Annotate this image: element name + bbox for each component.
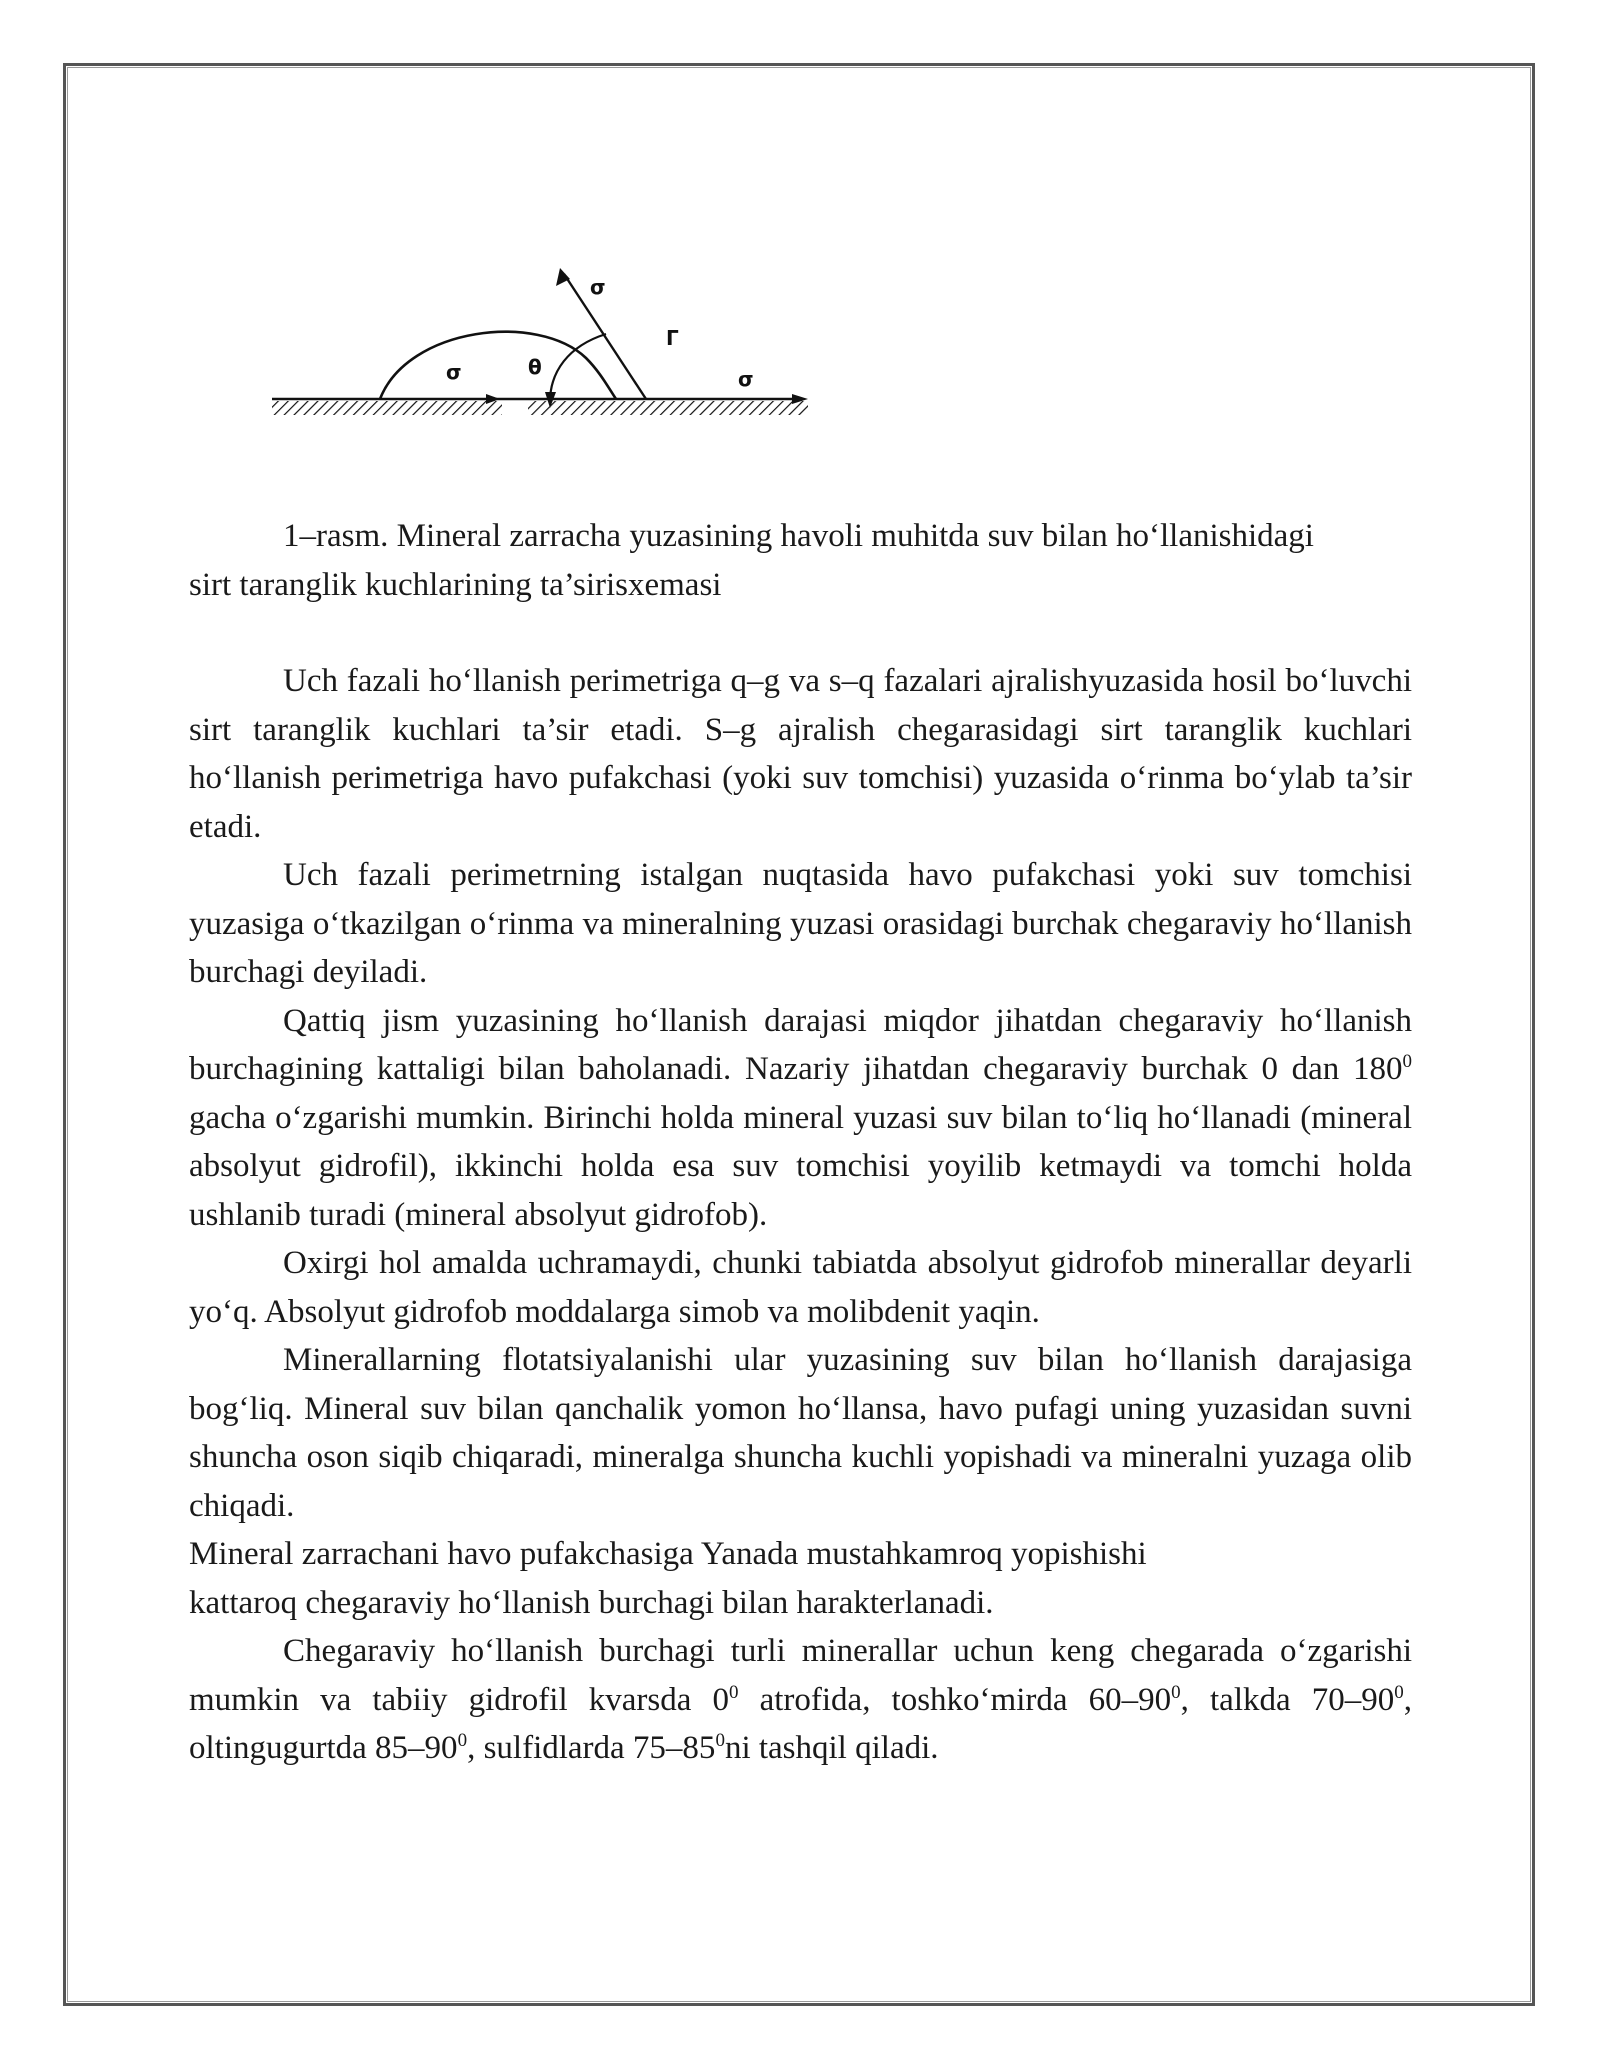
- sigma-right-label: σ: [738, 367, 754, 391]
- paragraph-7-text-a: Chegaraviy ho‘llanish burchagi turli minerallar uchun keng chegarada o‘zgarishi mumkin va tabiiy gidrofil kvarsda 0: [189, 1633, 1412, 1718]
- document-body: [189, 512, 1412, 1773]
- paragraph-3: [189, 997, 1412, 1240]
- theta-label: θ: [528, 355, 542, 379]
- paragraph-7-text-b: atrofida, toshko‘mirda 60–90: [738, 1681, 1172, 1718]
- paragraph-7-text-f: ni tashqil qiladi.: [724, 1730, 939, 1766]
- paragraph-1: Uch fazali ho‘llanish perimetriga q–g va s–q fazalari ajralishyuzasida hosil bo‘luvchi sirt taranglik kuchlari ta’sir etadi. S–g ajralish chegarasidagi sirt taranglik kuchlari ho‘llanish perimetriga havo pufakchasi (yoki suv tomchisi) yuzasida o‘rinma bo‘ylab ta’sir etadi.: [189, 663, 1412, 845]
- theta-angle-arc: [550, 334, 606, 402]
- bubble-arc: [380, 332, 616, 399]
- paragraph-7-superscript-4: 0: [457, 1730, 468, 1751]
- paragraph-7-superscript-2: 0: [1171, 1681, 1181, 1703]
- gamma-label: Г: [666, 326, 679, 350]
- paragraph-2: Uch fazali perimetrning istalgan nuqtasida havo pufakchasi yoki suv tomchisi yuzasiga o‘tkazilgan o‘rinma va mineralning yuzasi orasidagi burchak chegaraviy ho‘llanish burchagi deyiladi.: [189, 857, 1412, 990]
- paragraph-3-text-a: Qattiq jism yuzasining ho‘llanish darajasi miqdor jihatdan chegaraviy ho‘llanish burchagining kattaligi bilan baholanadi. Nazariy jihatdan chegaraviy burchak 0 dan 180: [189, 1002, 1412, 1087]
- paragraph-7-text-e: , sulfidlarda 75–85: [467, 1730, 716, 1766]
- figure-caption: [189, 512, 1412, 609]
- sigma-top-label: σ: [590, 275, 606, 299]
- paragraph-7-text-c: , talkda 70–90: [1180, 1681, 1395, 1718]
- paragraph-7-superscript-5: 0: [715, 1730, 725, 1751]
- paragraph-7-superscript-3: 0: [1394, 1681, 1404, 1703]
- paragraph-6: [189, 1530, 1412, 1627]
- caption-line-2: sirt taranglik kuchlarining ta’sirisxemasi: [189, 566, 722, 603]
- paragraph-5: Minerallarning flotatsiyalanishi ular yuzasining suv bilan ho‘llanish darajasiga bog‘liq. Mineral suv bilan qanchalik yomon ho‘llansa, havo pufagi uning yuzasidan suvni shuncha oson siqib chiqaradi, mineralga shuncha kuchli yopishadi va mineralni yuzaga olib chiqadi.: [189, 1342, 1412, 1524]
- solid-surface-right: [528, 401, 808, 415]
- paragraph-7-superscript-1: 0: [728, 1681, 739, 1703]
- solid-surface-left: [272, 401, 502, 415]
- caption-line-1: 1–rasm. Mineral zarracha yuzasining havoli muhitda suv bilan ho‘llanishidagi: [283, 518, 1314, 554]
- sigma-left-label: σ: [446, 360, 462, 384]
- paragraph-3-superscript: 0: [1402, 1051, 1412, 1072]
- paragraph-7: [189, 1627, 1412, 1773]
- paragraph-7-text-d: , oltingugurtda 85–90: [189, 1681, 1412, 1766]
- paragraph-4: Oxirgi hol amalda uchramaydi, chunki tabiatda absolyut gidrofob minerallar deyarli yo‘q. Absolyut gidrofob moddalarga simob va molibdenit yaqin.: [189, 1245, 1412, 1330]
- tangent-arrowhead: [556, 268, 570, 286]
- paragraph-6-line-1: Mineral zarrachani havo pufakchasiga Yanada mustahkamroq yopishishi: [189, 1536, 1147, 1572]
- wetting-angle-diagram: [268, 262, 818, 432]
- paragraph-3-text-b: gacha o‘zgarishi mumkin. Birinchi holda mineral yuzasi suv bilan to‘liq ho‘llanadi (mineral absolyut gidrofil), ikkinchi holda esa suv tomchisi yoyilib ketmaydi va tomchi holda ushlanib turadi (mineral absolyut gidrofob).: [189, 1099, 1412, 1233]
- paragraph-6-line-2: kattaroq chegaraviy ho‘llanish burchagi bilan harakterlanadi.: [189, 1584, 994, 1621]
